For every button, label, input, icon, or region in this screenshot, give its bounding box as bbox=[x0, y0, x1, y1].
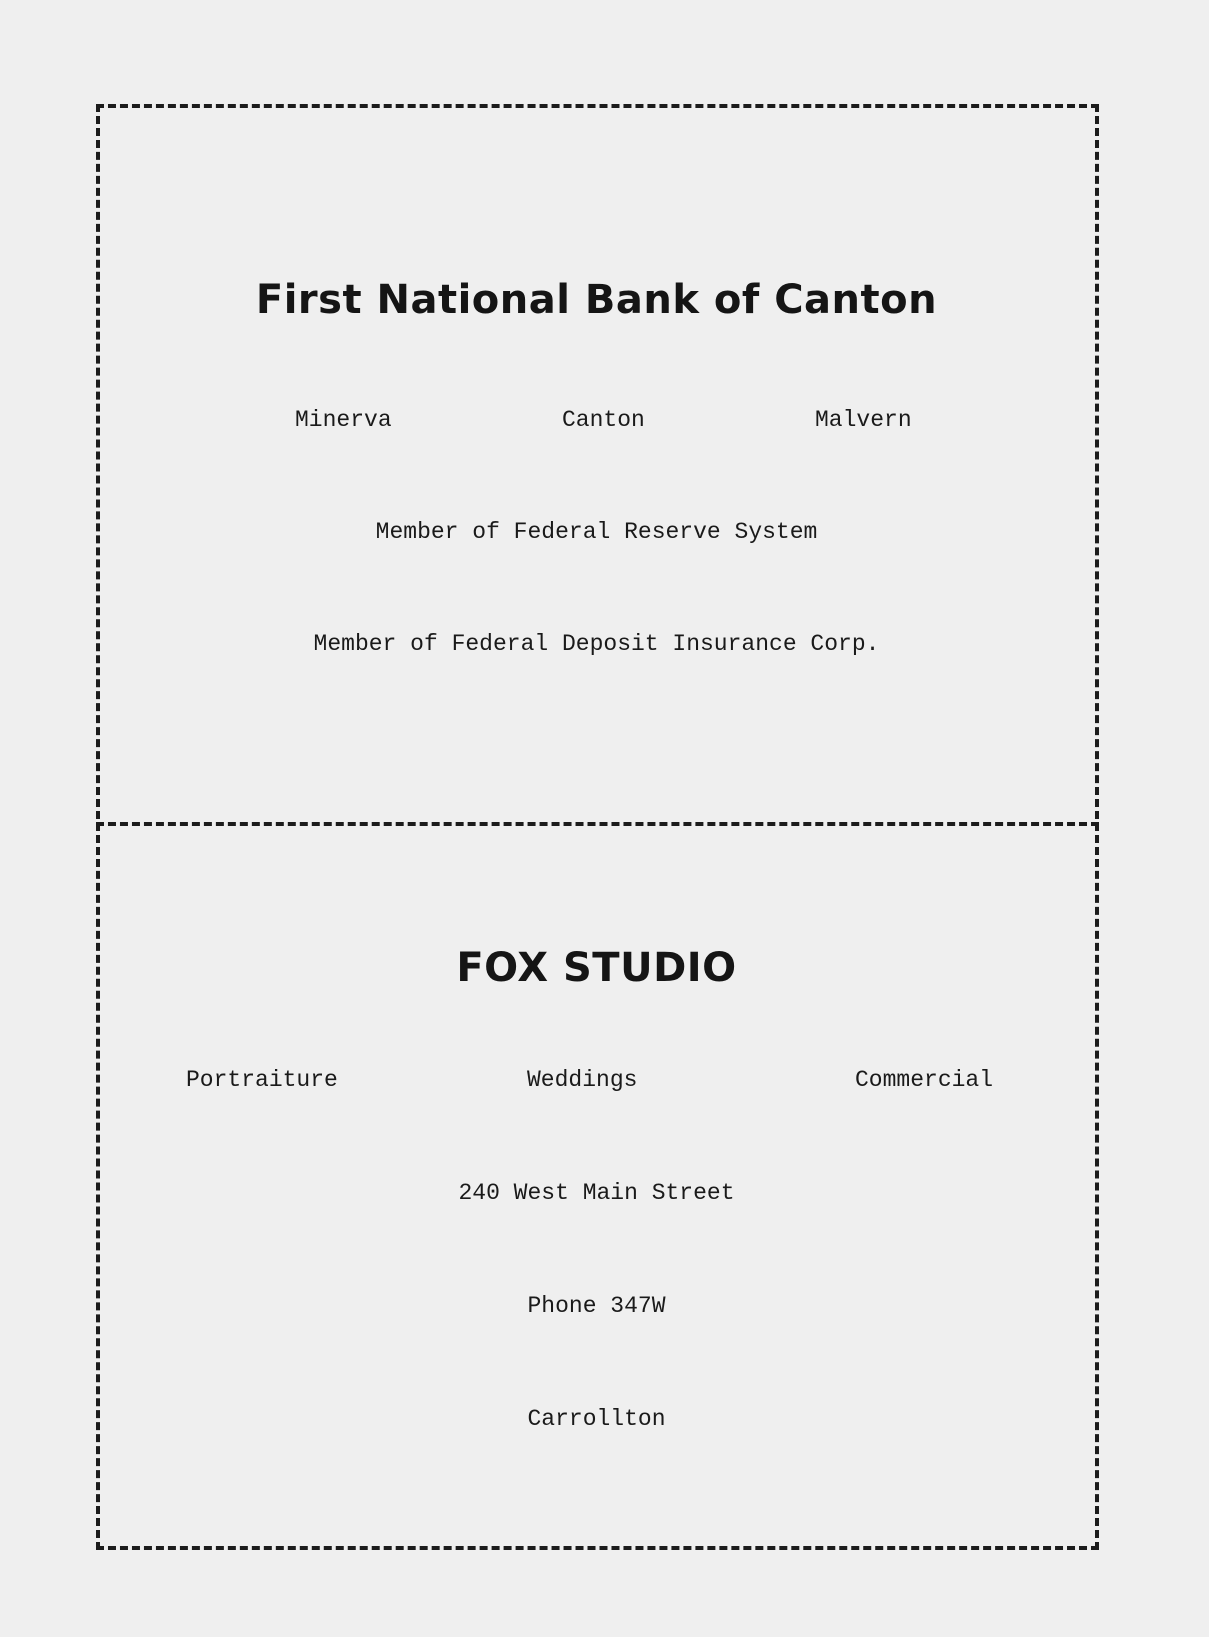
studio-service-portraiture: Portraiture bbox=[186, 1067, 338, 1093]
frame-top-border bbox=[96, 104, 1099, 108]
bank-membership-fdic: Member of Federal Deposit Insurance Corp. bbox=[313, 631, 880, 657]
bank-location-minerva: Minerva bbox=[295, 407, 392, 433]
frame-right-border bbox=[1095, 104, 1099, 1550]
studio-city: Carrollton bbox=[527, 1406, 666, 1432]
bank-location-malvern: Malvern bbox=[815, 407, 912, 433]
bank-location-canton: Canton bbox=[562, 407, 645, 433]
studio-phone: Phone 347W bbox=[527, 1293, 666, 1319]
bank-membership-frs: Member of Federal Reserve System bbox=[375, 519, 818, 545]
studio-service-weddings: Weddings bbox=[527, 1067, 638, 1093]
studio-title: FOX STUDIO bbox=[456, 945, 737, 991]
ad-divider bbox=[96, 822, 1099, 826]
studio-service-commercial: Commercial bbox=[855, 1067, 994, 1093]
studio-address: 240 West Main Street bbox=[458, 1180, 735, 1206]
frame-bottom-border bbox=[96, 1546, 1099, 1550]
bank-title: First National Bank of Canton bbox=[255, 277, 938, 323]
